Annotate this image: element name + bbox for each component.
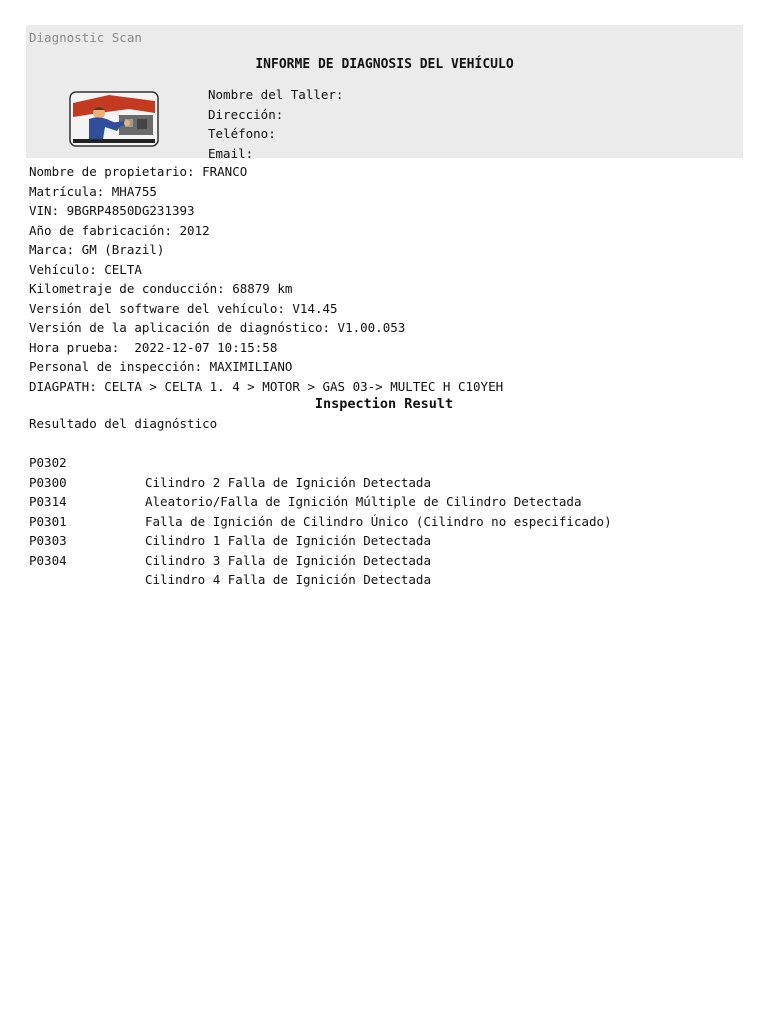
test-time: Hora prueba: 2022-12-07 10:15:58 (29, 339, 278, 355)
mileage: Kilometraje de conducción: 68879 km (29, 281, 293, 296)
dtc-code: P0301 (29, 513, 67, 529)
shop-address-field: Dirección: (208, 106, 284, 122)
vin: VIN: 9BGRP4850DG231393 (29, 203, 195, 218)
shop-name-field: Nombre del Taller: (208, 87, 344, 102)
shop-info (208, 85, 343, 163)
dtc-description: Cilindro 1 Falla de Ignición Detectada (145, 533, 431, 548)
dtc-code: P0303 (29, 533, 67, 548)
manufacture-year: Año de fabricación: 2012 (29, 222, 210, 238)
report-header (26, 25, 743, 161)
dtc-code: P0302 (29, 455, 67, 470)
shop-email-field: Email: (208, 145, 254, 161)
report-title: INFORME DE DIAGNOSIS DEL VEHÍCULO (255, 57, 514, 72)
vehicle-info (29, 162, 503, 396)
dtc-description: Cilindro 4 Falla de Ignición Detectada (145, 572, 431, 587)
diagnostic-result-label: Resultado del diagnóstico (29, 416, 218, 431)
dtc-code: P0314 (29, 494, 67, 509)
dtc-description: Cilindro 2 Falla de Ignición Detectada (145, 474, 431, 490)
dtc-code: P0304 (29, 552, 67, 568)
license-plate: Matrícula: MHA755 (29, 183, 157, 199)
owner-name: Nombre de propietario: FRANCO (29, 164, 248, 179)
mechanic-logo-icon (69, 91, 159, 147)
diag-path: DIAGPATH: CELTA > CELTA 1. 4 > MOTOR > GAS 03-> MULTEC H C10YEH (29, 378, 504, 394)
shop-phone-field: Teléfono: (208, 126, 276, 141)
inspection-result-title: Inspection Result (314, 396, 454, 412)
vehicle-model: Vehículo: CELTA (29, 261, 142, 277)
dtc-description: Aleatorio/Falla de Ignición Múltiple de Cilindro Detectada (145, 494, 582, 509)
vehicle-software-version: Versión del software del vehículo: V14.45 (29, 300, 338, 316)
brand: Marca: GM (Brazil) (29, 242, 165, 257)
dtc-code: P0300 (29, 474, 67, 490)
dtc-description: Cilindro 3 Falla de Ignición Detectada (145, 552, 431, 568)
dtc-list (29, 434, 749, 587)
app-label: Diagnostic Scan (29, 30, 142, 45)
diagnostic-app-version: Versión de la aplicación de diagnóstico: V1.00.053 (29, 320, 406, 335)
inspector-name: Personal de inspección: MAXIMILIANO (29, 359, 293, 374)
dtc-description: Falla de Ignición de Cilindro Único (Cilindro no especificado) (145, 513, 612, 529)
